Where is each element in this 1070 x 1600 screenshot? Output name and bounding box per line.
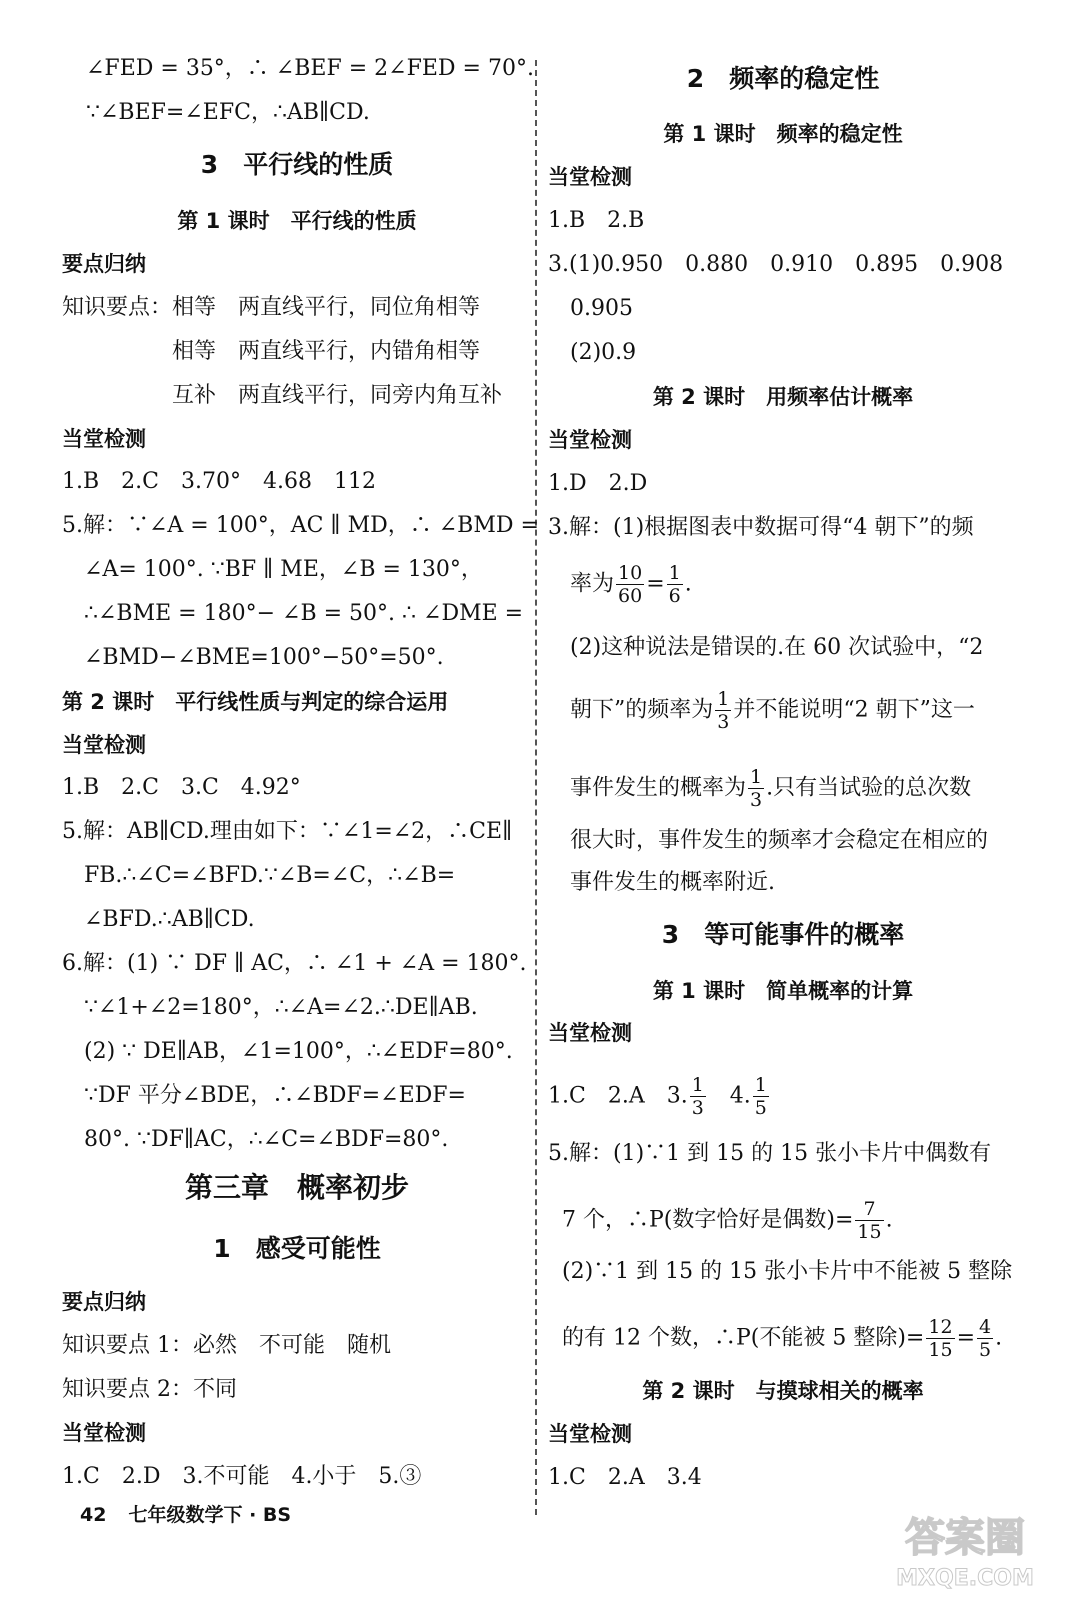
lesson-title: 第 2 课时 用频率估计概率 — [652, 385, 914, 409]
text-line: (2)∵1 到 15 的 15 张小卡片中不能被 5 整除 — [562, 1259, 1013, 1284]
subsection-heading: 要点归纳 — [62, 1290, 146, 1314]
answer-line: 1.C 2.D 3.不可能 4.小于 5.③ — [62, 1464, 422, 1489]
watermark-logo — [870, 1505, 1060, 1595]
book-title: 七年级数学下 · BS — [128, 1504, 292, 1526]
answer-line: 3.(1)0.950 0.880 0.910 0.895 0.908 — [548, 252, 1004, 277]
subsection-heading: 当堂检测 — [62, 733, 146, 757]
text-line: 80°. ∵DF∥AC，∴∠C=∠BDF=80°. — [84, 1127, 449, 1152]
text-line: ∠BMD−∠BME=100°−50°=50°. — [84, 645, 444, 670]
lesson-title: 第 1 课时 简单概率的计算 — [652, 979, 914, 1003]
text-line: 5.解：∵∠A = 100°，AC ∥ MD，∴ ∠BMD = — [62, 513, 539, 538]
lesson-title: 第 1 课时 平行线的性质 — [177, 209, 417, 233]
answer-line: 1.D 2.D — [548, 471, 648, 496]
chapter-title: 第三章 概率初步 — [184, 1171, 409, 1204]
text-line: 事件发生的概率附近. — [570, 870, 775, 895]
fraction: $\frac{12}{15}$ — [928, 1316, 953, 1361]
text-line: ∠FED = 35°，∴ ∠BEF = 2∠FED = 70°. — [86, 56, 534, 81]
text-line: ∠A= 100°. ∵BF ∥ ME，∠B = 130°， — [84, 557, 483, 582]
page-footer — [80, 1500, 313, 1527]
answer-line: 1.B 2.C 3.70° 4.68 112 — [62, 469, 376, 494]
section-title: 1 感受可能性 — [213, 1234, 381, 1263]
subsection-heading: 当堂检测 — [62, 1421, 146, 1445]
fraction: $\frac{4}{5}$ — [979, 1316, 992, 1361]
section-title: 2 频率的稳定性 — [686, 64, 880, 93]
answer-line: 1.B 2.B — [548, 208, 645, 233]
watermark-url: MXQE.COM — [896, 1566, 1034, 1591]
answer-line: 1.B 2.C 3.C 4.92° — [62, 775, 301, 800]
text-line: (2)这种说法是错误的.在 60 次试验中，“2 — [570, 635, 984, 660]
text-line: 朝下”的频率为 $\frac{1}{3}$ 并不能说明“2 朝下”这一 — [570, 688, 975, 733]
subsection-heading: 当堂检测 — [548, 1021, 632, 1045]
text-line: ∵∠1+∠2=180°，∴∠A=∠2.∴DE∥AB. — [84, 995, 478, 1020]
text-line: 5.解：(1)∵1 到 15 的 15 张小卡片中偶数有 — [548, 1141, 992, 1166]
text-line: 互补 两直线平行，同旁内角互补 — [172, 383, 503, 408]
section-title: 3 平行线的性质 — [200, 150, 394, 179]
subsection-heading: 当堂检测 — [548, 1422, 632, 1446]
text-line: 知识要点：相等 两直线平行，同位角相等 — [62, 295, 481, 320]
text-line: 6.解：(1) ∵ DF ∥ AC，∴ ∠1 + ∠A = 180°. — [62, 951, 527, 976]
subsection-heading: 当堂检测 — [548, 165, 632, 189]
lesson-title: 第 1 课时 频率的稳定性 — [663, 122, 903, 146]
text-line: ∵DF 平分∠BDE，∴∠BDF=∠EDF= — [84, 1083, 466, 1108]
subsection-heading: 要点归纳 — [62, 252, 146, 276]
fraction: $\frac{1}{3}$ — [750, 766, 763, 811]
fraction: $\frac{7}{15}$ — [857, 1198, 882, 1243]
section-title: 3 等可能事件的概率 — [661, 920, 905, 949]
fraction: $\frac{1}{3}$ — [691, 1074, 704, 1119]
subsection-heading: 当堂检测 — [548, 428, 632, 452]
answer-line: (2)0.9 — [570, 340, 637, 365]
text-line: 7 个，∴P(数字恰好是偶数)= $\frac{7}{15}$ . — [562, 1198, 893, 1243]
answer-line: 0.905 — [570, 296, 633, 321]
lesson-title: 第 2 课时 平行线性质与判定的综合运用 — [62, 690, 449, 714]
text-line: 知识要点 1：必然 不可能 随机 — [62, 1333, 391, 1358]
page-number: 42 — [80, 1504, 107, 1526]
subsection-heading: 当堂检测 — [62, 427, 146, 451]
text-line: 事件发生的概率为 $\frac{1}{3}$ .只有当试验的总次数 — [570, 766, 972, 811]
fraction: $\frac{10}{60}$ — [618, 562, 643, 607]
text-line: ∠BFD.∴AB∥CD. — [84, 907, 255, 932]
fraction: $\frac{1}{3}$ — [717, 688, 730, 733]
text-line: 相等 两直线平行，内错角相等 — [172, 339, 481, 364]
fraction: $\frac{1}{6}$ — [668, 562, 681, 607]
text-line: 很大时，事件发生的频率才会稳定在相应的 — [570, 828, 989, 853]
column-divider — [535, 60, 537, 1515]
text-line: 率为 $\frac{10}{60}$ = $\frac{1}{6}$ . — [570, 562, 692, 607]
fraction: $\frac{1}{5}$ — [754, 1074, 767, 1119]
text-line: FB.∴∠C=∠BFD.∵∠B=∠C，∴∠B= — [84, 863, 456, 888]
lesson-title: 第 2 课时 与摸球相关的概率 — [642, 1379, 924, 1403]
watermark-text: 答案圈 — [905, 1515, 1025, 1561]
text-line: 的有 12 个数，∴P(不能被 5 整除)= $\frac{12}{15}$ = $\frac{4}{5}$ . — [562, 1316, 1003, 1361]
answer-line: 1.C 2.A 3. $\frac{1}{3}$ 4. $\frac{1}{5}$ — [548, 1074, 767, 1119]
answer-line: 1.C 2.A 3.4 — [548, 1465, 702, 1490]
text-line: (2) ∵ DE∥AB，∠1=100°，∴∠EDF=80°. — [84, 1039, 513, 1064]
text-line: 3.解：(1)根据图表中数据可得“4 朝下”的频 — [548, 515, 974, 540]
text-line: 5.解：AB∥CD.理由如下：∵∠1=∠2，∴CE∥ — [62, 819, 513, 844]
text-line: ∵∠BEF=∠EFC，∴AB∥CD. — [86, 100, 370, 125]
text-line: 知识要点 2：不同 — [62, 1377, 237, 1402]
text-line: ∴∠BME = 180°− ∠B = 50°. ∴ ∠DME = — [84, 601, 524, 626]
